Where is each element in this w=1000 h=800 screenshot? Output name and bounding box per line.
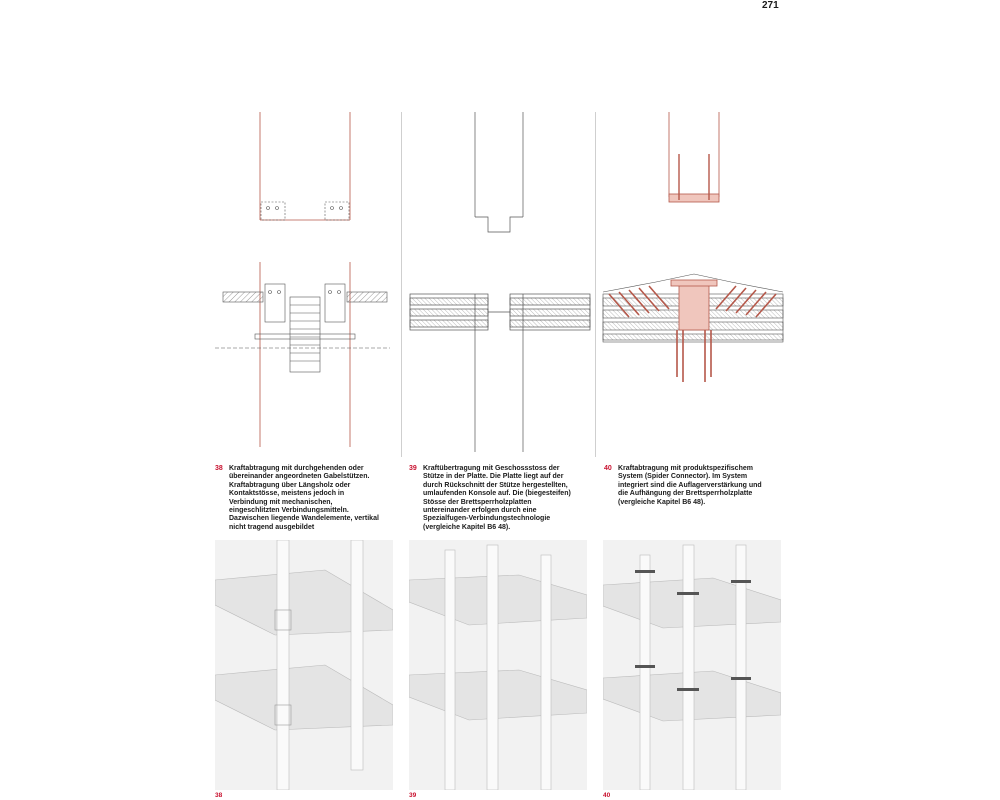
- caption-39: [409, 465, 573, 532]
- render-label-38: 38: [215, 792, 223, 799]
- axonometric-render-40: [603, 540, 781, 790]
- render-label-39: 39: [409, 792, 417, 799]
- axonometric-render-38: [215, 540, 393, 790]
- section-drawing-39: [408, 112, 593, 457]
- caption-number: 40: [604, 465, 612, 472]
- render-label-40: 40: [603, 792, 611, 799]
- section-drawing-40: [601, 112, 786, 457]
- caption-text: Kraftabtragung mit durchgehenden oder übereinander angeordneten Gabelstützen. Kraftabtragung über Längsholz oder Kontaktstösse, meistens jedoch in Verbindung mit mechanischen, eingeschlitzten Verbindungsmitteln. Dazwischen liegende Wandelemente, vertikal nicht tragend ausgebildet: [229, 465, 379, 531]
- caption-40: [604, 465, 768, 507]
- section-drawing-38: [215, 112, 400, 457]
- caption-text: Kraftübertragung mit Geschossstoss der Stütze in der Platte. Die Platte liegt auf der durch Rückschnitt der Stütze hergestellten, umlaufenden Konsole auf. Die (biegesteifen) Stösse der Brettsperrholzplatten untereinander erfolgen durch eine Spezialfugen-Verbindungstechnologie (vergleiche Kapitel B6 48).: [423, 465, 571, 531]
- column-divider: [401, 112, 402, 457]
- column-divider: [595, 112, 596, 457]
- caption-number: 39: [409, 465, 417, 472]
- caption-text: Kraftabtragung mit produktspezifischem System (Spider Connector). Im System integriert sind die Auflagerverstärkung und die Aufhängung der Brettsperrholzplatte (vergleiche Kapitel B6 48).: [618, 465, 762, 506]
- caption-38: [215, 465, 379, 532]
- axonometric-render-39: [409, 540, 587, 790]
- caption-number: 38: [215, 465, 223, 472]
- page-number: 271: [762, 0, 779, 11]
